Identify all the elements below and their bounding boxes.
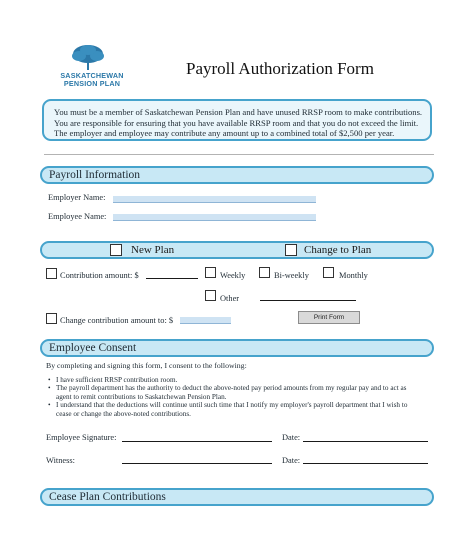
- consent-bullet-line: • The payroll department has the authority to deduct the above-noted pay period amounts from my regular pay and to act as: [56, 384, 407, 393]
- logo-text: [52, 72, 132, 88]
- page-title: Payroll Authorization Form: [186, 59, 374, 78]
- logo-line-1: SASKATCHEWAN: [60, 71, 124, 80]
- logo-line-2: PENSION PLAN: [63, 79, 121, 88]
- signature-date-field[interactable]: [303, 441, 428, 442]
- notice-line: You must be a member of Saskatchewan Pension Plan and have unused RRSP room to make contributions.: [54, 107, 423, 117]
- change-amount-field[interactable]: [180, 317, 231, 324]
- section-title: Payroll Information: [49, 169, 141, 181]
- other-field[interactable]: [260, 300, 356, 301]
- biweekly-checkbox[interactable]: [259, 267, 270, 278]
- consent-bullet-line: agent to remit contributions to Saskatchewan Pension Plan.: [56, 392, 227, 401]
- witness-date-label: Date:: [282, 456, 301, 465]
- monthly-checkbox[interactable]: [323, 267, 334, 278]
- other-label: Other: [220, 294, 240, 303]
- contribution-amount-label: Contribution amount: $: [60, 271, 139, 280]
- change-plan-label: Change to Plan: [304, 244, 372, 256]
- consent-bullet: [46, 376, 407, 385]
- section-bar-payroll-info: [40, 166, 434, 184]
- employee-name-label: Employee Name:: [48, 212, 107, 221]
- section-bar-cease-contributions: [40, 488, 434, 506]
- consent-text: [46, 362, 407, 419]
- witness-field[interactable]: [122, 463, 272, 464]
- change-amount-checkbox[interactable]: [46, 313, 57, 324]
- notice-line: You are responsible for ensuring that you have available RRSP room and that you do not exceed the limit.: [54, 117, 419, 128]
- employer-name-label: Employer Name:: [48, 193, 106, 202]
- monthly-label: Monthly: [339, 271, 368, 280]
- employer-name-field[interactable]: [113, 196, 316, 203]
- new-plan-label: New Plan: [131, 244, 175, 256]
- consent-bullet: [46, 384, 407, 401]
- notice-line: The employer and employee may contribute any amount up to a combined total of $2,500 per year.: [54, 128, 395, 138]
- notice-box: [42, 99, 432, 141]
- consent-bullet-line: • I have sufficient RRSP contribution room.: [56, 375, 178, 384]
- other-checkbox[interactable]: [205, 290, 216, 301]
- contribution-amount-checkbox[interactable]: [46, 268, 57, 279]
- weekly-label: Weekly: [220, 271, 246, 280]
- new-plan-checkbox[interactable]: [110, 244, 122, 256]
- print-form-button[interactable]: Print Form: [298, 311, 360, 324]
- signature-date-label: Date:: [282, 433, 301, 442]
- plan-options-bar: [40, 241, 434, 259]
- section-bar-employee-consent: [40, 339, 434, 357]
- tree-logo-icon: [70, 44, 106, 70]
- section-title: Employee Consent: [49, 342, 137, 354]
- consent-intro: By completing and signing this form, I consent to the following:: [46, 361, 247, 370]
- change-plan-checkbox[interactable]: [285, 244, 297, 256]
- weekly-checkbox[interactable]: [205, 267, 216, 278]
- section-title: Cease Plan Contributions: [49, 491, 166, 503]
- change-amount-label: Change contribution amount to: $: [60, 316, 174, 325]
- employee-name-field[interactable]: [113, 214, 316, 221]
- consent-bullet-line: cease or change the above-noted contributions.: [56, 409, 191, 418]
- contribution-amount-field[interactable]: [146, 278, 198, 279]
- witness-date-field[interactable]: [303, 463, 428, 464]
- biweekly-label: Bi-weekly: [274, 271, 309, 280]
- employee-signature-label: Employee Signature:: [46, 433, 117, 442]
- divider: [44, 154, 434, 155]
- consent-bullet: [46, 401, 407, 418]
- consent-bullet-line: • I understand that the deductions will continue until such time that I notify my employer's payroll department that I wish to: [56, 401, 408, 410]
- employee-signature-field[interactable]: [122, 441, 272, 442]
- witness-label: Witness:: [46, 456, 75, 465]
